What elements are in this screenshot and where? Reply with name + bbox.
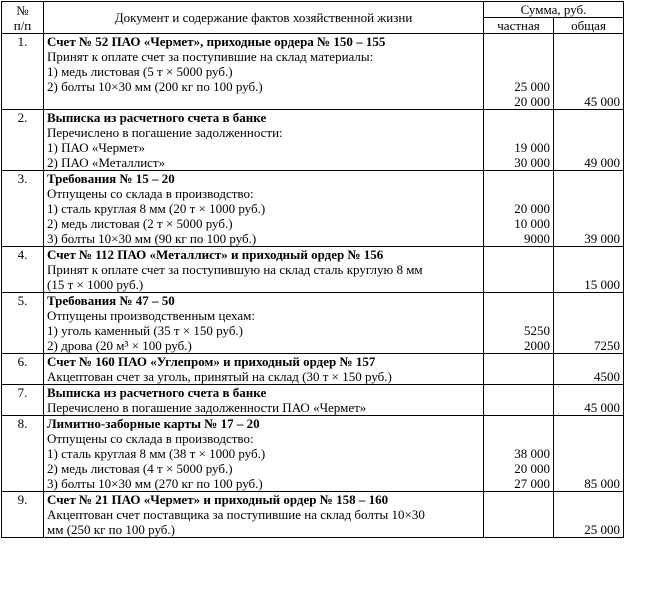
transactions-table bbox=[1, 1, 624, 538]
table-row bbox=[2, 34, 624, 110]
total-amount: 25 000 bbox=[584, 522, 620, 537]
partial-amount bbox=[487, 171, 550, 186]
partial-amount bbox=[487, 277, 550, 292]
partial-amount bbox=[487, 34, 550, 49]
partial-amount: 27 000 bbox=[514, 476, 550, 491]
total-amount bbox=[557, 446, 620, 461]
col-header-total: общая bbox=[554, 18, 624, 34]
total-amount bbox=[557, 507, 620, 522]
table-row bbox=[2, 110, 624, 171]
description-line: Принят к оплате счет за поступившие на склад материалы: bbox=[47, 49, 374, 64]
col-header-partial: частная bbox=[484, 18, 554, 34]
partial-amount bbox=[487, 308, 550, 323]
total-amount bbox=[557, 354, 620, 369]
row-description bbox=[44, 293, 484, 354]
partial-amount: 20 000 bbox=[514, 201, 550, 216]
table-row bbox=[2, 492, 624, 538]
partial-amount: 9000 bbox=[524, 231, 550, 246]
total-amounts bbox=[554, 247, 624, 293]
document-title: Выписка из расчетного счета в банке bbox=[47, 110, 267, 125]
total-amount: 49 000 bbox=[584, 155, 620, 170]
description-line: (15 т × 1000 руб.) bbox=[47, 277, 144, 292]
col-header-description: Документ и содержание фактов хозяйственной жизни bbox=[44, 2, 484, 34]
description-line: 1) ПАО «Чермет» bbox=[47, 140, 146, 155]
total-amount bbox=[557, 125, 620, 140]
document-title: Выписка из расчетного счета в банке bbox=[47, 385, 267, 400]
total-amount: 7250 bbox=[594, 338, 620, 353]
description-line: 2) дрова (20 м³ × 100 руб.) bbox=[47, 338, 192, 353]
partial-amount bbox=[487, 431, 550, 446]
description-line: 1) сталь круглая 8 мм (20 т × 1000 руб.) bbox=[47, 201, 266, 216]
total-amounts bbox=[554, 293, 624, 354]
total-amounts bbox=[554, 354, 624, 385]
partial-amount bbox=[487, 64, 550, 79]
total-amount bbox=[557, 431, 620, 446]
table-header bbox=[2, 2, 624, 34]
row-number: 4. bbox=[2, 247, 44, 293]
row-number: 6. bbox=[2, 354, 44, 385]
description-line: Перечислено в погашение задолженности ПАО «Чермет» bbox=[47, 400, 367, 415]
row-number: 2. bbox=[2, 110, 44, 171]
total-amounts bbox=[554, 171, 624, 247]
table-row bbox=[2, 171, 624, 247]
description-line: мм (250 кг по 100 руб.) bbox=[47, 522, 175, 537]
partial-amount: 20 000 bbox=[514, 461, 550, 476]
description-line: 2) болты 10×30 мм (200 кг по 100 руб.) bbox=[47, 79, 263, 94]
description-line: 1) медь листовая (5 т × 5000 руб.) bbox=[47, 64, 233, 79]
document-title: Счет № 52 ПАО «Чермет», приходные ордера № 150 – 155 bbox=[47, 34, 386, 49]
document-title: Счет № 21 ПАО «Чермет» и приходный ордер № 158 – 160 bbox=[47, 492, 389, 507]
partial-amount bbox=[487, 507, 550, 522]
row-description bbox=[44, 416, 484, 492]
partial-amount: 5250 bbox=[524, 323, 550, 338]
partial-amount bbox=[487, 400, 550, 415]
partial-amount bbox=[487, 125, 550, 140]
row-description bbox=[44, 171, 484, 247]
table-row bbox=[2, 293, 624, 354]
partial-amounts bbox=[484, 247, 554, 293]
description-line: Принят к оплате счет за поступившую на склад сталь круглую 8 мм bbox=[47, 262, 423, 277]
total-amount bbox=[557, 416, 620, 431]
row-description bbox=[44, 492, 484, 538]
total-amount bbox=[557, 293, 620, 308]
partial-amount bbox=[487, 522, 550, 537]
total-amount bbox=[557, 323, 620, 338]
total-amount: 45 000 bbox=[584, 400, 620, 415]
total-amount bbox=[557, 201, 620, 216]
partial-amount bbox=[487, 369, 550, 384]
table-row bbox=[2, 247, 624, 293]
partial-amount: 30 000 bbox=[514, 155, 550, 170]
row-number: 8. bbox=[2, 416, 44, 492]
document-title: Счет № 112 ПАО «Металлист» и приходный ордер № 156 bbox=[47, 247, 384, 262]
total-amount bbox=[557, 171, 620, 186]
total-amount bbox=[557, 492, 620, 507]
col-header-sum: Сумма, руб. bbox=[484, 2, 624, 18]
total-amounts bbox=[554, 34, 624, 110]
partial-amounts bbox=[484, 110, 554, 171]
document-title: Требования № 15 – 20 bbox=[47, 171, 175, 186]
description-line: Акцептован счет поставщика за поступившие на склад болты 10×30 bbox=[47, 507, 425, 522]
partial-amount: 10 000 bbox=[514, 216, 550, 231]
row-number: 1. bbox=[2, 34, 44, 110]
total-amount bbox=[557, 140, 620, 155]
description-line: 2) ПАО «Металлист» bbox=[47, 155, 166, 170]
total-amount: 45 000 bbox=[584, 94, 620, 109]
document-title: Лимитно-заборные карты № 17 – 20 bbox=[47, 416, 260, 431]
partial-amounts bbox=[484, 34, 554, 110]
description-line: Перечислено в погашение задолженности: bbox=[47, 125, 283, 140]
row-number: 3. bbox=[2, 171, 44, 247]
table-body bbox=[2, 34, 624, 538]
total-amount: 4500 bbox=[594, 369, 620, 384]
row-description bbox=[44, 354, 484, 385]
document-title: Требования № 47 – 50 bbox=[47, 293, 175, 308]
partial-amount bbox=[487, 186, 550, 201]
partial-amounts bbox=[484, 293, 554, 354]
total-amount bbox=[557, 64, 620, 79]
partial-amounts bbox=[484, 492, 554, 538]
description-line: 3) болты 10×30 мм (270 кг по 100 руб.) bbox=[47, 476, 263, 491]
row-description bbox=[44, 34, 484, 110]
table-row bbox=[2, 354, 624, 385]
total-amounts bbox=[554, 416, 624, 492]
partial-amount bbox=[487, 385, 550, 400]
partial-amount bbox=[487, 49, 550, 64]
partial-amount bbox=[487, 416, 550, 431]
description-line: 3) болты 10×30 мм (90 кг по 100 руб.) bbox=[47, 231, 257, 246]
row-description bbox=[44, 247, 484, 293]
description-line: 2) медь листовая (4 т × 5000 руб.) bbox=[47, 461, 233, 476]
table-row bbox=[2, 416, 624, 492]
partial-amount bbox=[487, 110, 550, 125]
partial-amounts bbox=[484, 354, 554, 385]
row-description bbox=[44, 385, 484, 416]
total-amount bbox=[557, 216, 620, 231]
document-title: Счет № 160 ПАО «Углепром» и приходный ордер № 157 bbox=[47, 354, 376, 369]
total-amount bbox=[557, 461, 620, 476]
col-header-num: № п/п bbox=[2, 2, 44, 34]
total-amount: 39 000 bbox=[584, 231, 620, 246]
description-line: 2) медь листовая (2 т × 5000 руб.) bbox=[47, 216, 233, 231]
total-amounts bbox=[554, 492, 624, 538]
partial-amount bbox=[487, 492, 550, 507]
row-number: 7. bbox=[2, 385, 44, 416]
partial-amount bbox=[487, 262, 550, 277]
total-amount: 85 000 bbox=[584, 476, 620, 491]
description-line: 1) уголь каменный (35 т × 150 руб.) bbox=[47, 323, 244, 338]
partial-amount bbox=[487, 354, 550, 369]
total-amounts bbox=[554, 385, 624, 416]
partial-amount: 38 000 bbox=[514, 446, 550, 461]
partial-amount: 2000 bbox=[524, 338, 550, 353]
description-line: Отпущены со склада в производство: bbox=[47, 186, 254, 201]
row-number: 5. bbox=[2, 293, 44, 354]
total-amount bbox=[557, 262, 620, 277]
total-amount bbox=[557, 110, 620, 125]
row-description bbox=[44, 110, 484, 171]
total-amount bbox=[557, 79, 620, 94]
total-amount bbox=[557, 385, 620, 400]
partial-amount: 25 000 bbox=[514, 79, 550, 94]
partial-amount bbox=[487, 247, 550, 262]
row-number: 9. bbox=[2, 492, 44, 538]
total-amount: 15 000 bbox=[584, 277, 620, 292]
total-amount bbox=[557, 34, 620, 49]
description-line: Акцептован счет за уголь, принятый на склад (30 т × 150 руб.) bbox=[47, 369, 392, 384]
description-line: Отпущены со склада в производство: bbox=[47, 431, 254, 446]
partial-amounts bbox=[484, 416, 554, 492]
total-amount bbox=[557, 247, 620, 262]
partial-amounts bbox=[484, 171, 554, 247]
total-amount bbox=[557, 308, 620, 323]
partial-amounts bbox=[484, 385, 554, 416]
total-amounts bbox=[554, 110, 624, 171]
total-amount bbox=[557, 49, 620, 64]
partial-amount: 19 000 bbox=[514, 140, 550, 155]
description-line: Отпущены производственным цехам: bbox=[47, 308, 255, 323]
table-row bbox=[2, 385, 624, 416]
partial-amount bbox=[487, 293, 550, 308]
description-line: 1) сталь круглая 8 мм (38 т × 1000 руб.) bbox=[47, 446, 266, 461]
total-amount bbox=[557, 186, 620, 201]
partial-amount: 20 000 bbox=[514, 94, 550, 109]
